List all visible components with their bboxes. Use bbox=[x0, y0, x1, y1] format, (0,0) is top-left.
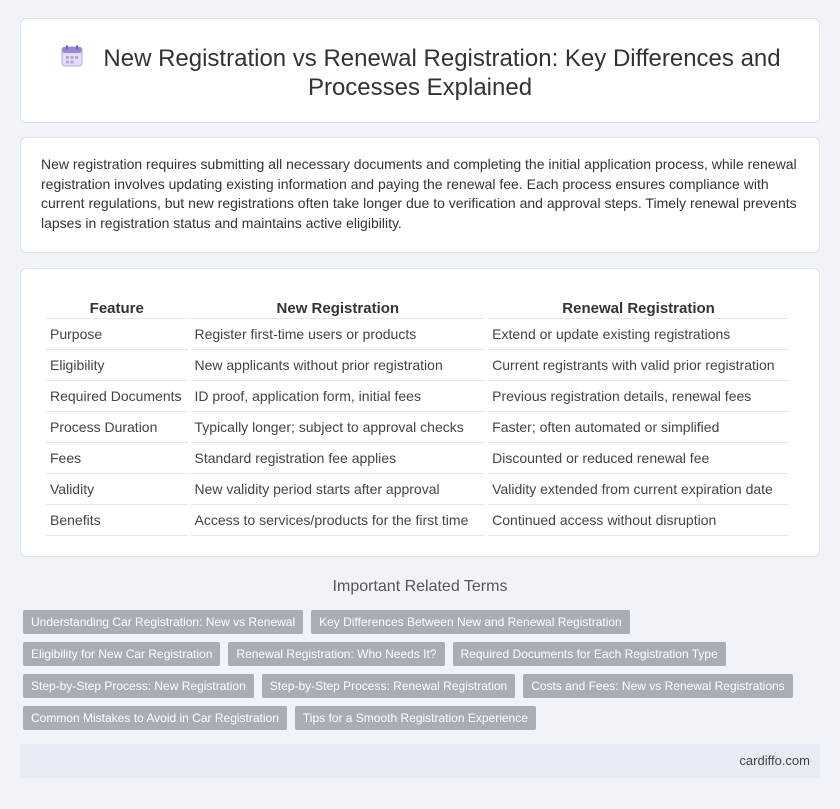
table-cell: Fees bbox=[46, 443, 188, 474]
header-card bbox=[20, 18, 820, 123]
page-title: New Registration vs Renewal Registration: Key Differences and Processes Explained bbox=[103, 45, 781, 101]
summary-text: New registration requires submitting all necessary documents and completing the initial application process, while renewal registration involves updating existing information and paying the renewal fee. Each process ensures compliance with current regulations, but new registrations often take longer due to verification and approval steps. Timely renewal prevents lapses in registration status and maintains active eligibility. bbox=[41, 156, 797, 231]
related-terms-heading: Important Related Terms bbox=[332, 578, 508, 595]
table-cell: New validity period starts after approval bbox=[191, 474, 486, 505]
table-cell: New applicants without prior registration bbox=[191, 350, 486, 381]
calendar-icon bbox=[59, 43, 85, 69]
table-row bbox=[46, 319, 789, 350]
table-cell: Benefits bbox=[46, 505, 188, 536]
tag-row bbox=[23, 706, 823, 730]
table-cell: Required Documents bbox=[46, 381, 188, 412]
related-term-tag[interactable]: Step-by-Step Process: New Registration bbox=[23, 674, 254, 698]
related-term-tag[interactable]: Understanding Car Registration: New vs Renewal bbox=[23, 610, 303, 634]
table-cell: Continued access without disruption bbox=[488, 505, 789, 536]
related-term-tag[interactable]: Tips for a Smooth Registration Experience bbox=[295, 706, 536, 730]
related-term-tag[interactable]: Eligibility for New Car Registration bbox=[23, 642, 220, 666]
related-term-tag[interactable]: Renewal Registration: Who Needs It? bbox=[228, 642, 444, 666]
table-row bbox=[46, 412, 789, 443]
table-row bbox=[46, 443, 789, 474]
comparison-card bbox=[20, 268, 820, 557]
related-term-tag[interactable]: Required Documents for Each Registration Type bbox=[453, 642, 726, 666]
table-cell: Faster; often automated or simplified bbox=[488, 412, 789, 443]
summary-card bbox=[20, 137, 820, 253]
table-row bbox=[46, 505, 789, 536]
comparison-table bbox=[43, 295, 792, 536]
related-term-tag[interactable]: Common Mistakes to Avoid in Car Registration bbox=[23, 706, 287, 730]
table-cell: Previous registration details, renewal fees bbox=[488, 381, 789, 412]
table-row bbox=[46, 381, 789, 412]
table-cell: Purpose bbox=[46, 319, 188, 350]
column-header: New Registration bbox=[191, 295, 486, 319]
table-cell: Typically longer; subject to approval checks bbox=[191, 412, 486, 443]
tag-row bbox=[23, 610, 823, 634]
related-term-tag[interactable]: Costs and Fees: New vs Renewal Registrations bbox=[523, 674, 792, 698]
related-terms-tags bbox=[23, 610, 823, 738]
table-cell: Eligibility bbox=[46, 350, 188, 381]
table-cell: Register first-time users or products bbox=[191, 319, 486, 350]
table-cell: Access to services/products for the first time bbox=[191, 505, 486, 536]
column-header: Feature bbox=[46, 295, 188, 319]
table-cell: ID proof, application form, initial fees bbox=[191, 381, 486, 412]
table-cell: Extend or update existing registrations bbox=[488, 319, 789, 350]
table-cell: Validity bbox=[46, 474, 188, 505]
footer bbox=[20, 744, 820, 778]
table-cell: Validity extended from current expiration date bbox=[488, 474, 789, 505]
table-header-row bbox=[46, 295, 789, 319]
related-term-tag[interactable]: Step-by-Step Process: Renewal Registration bbox=[262, 674, 515, 698]
tag-row bbox=[23, 642, 823, 666]
table-cell: Standard registration fee applies bbox=[191, 443, 486, 474]
footer-site-link[interactable]: cardiffo.com bbox=[739, 753, 810, 768]
column-header: Renewal Registration bbox=[488, 295, 789, 319]
table-cell: Process Duration bbox=[46, 412, 188, 443]
table-cell: Current registrants with valid prior registration bbox=[488, 350, 789, 381]
table-row bbox=[46, 350, 789, 381]
related-term-tag[interactable]: Key Differences Between New and Renewal Registration bbox=[311, 610, 630, 634]
page-title-row bbox=[21, 43, 819, 102]
table-cell: Discounted or reduced renewal fee bbox=[488, 443, 789, 474]
tag-row bbox=[23, 674, 823, 698]
table-row bbox=[46, 474, 789, 505]
